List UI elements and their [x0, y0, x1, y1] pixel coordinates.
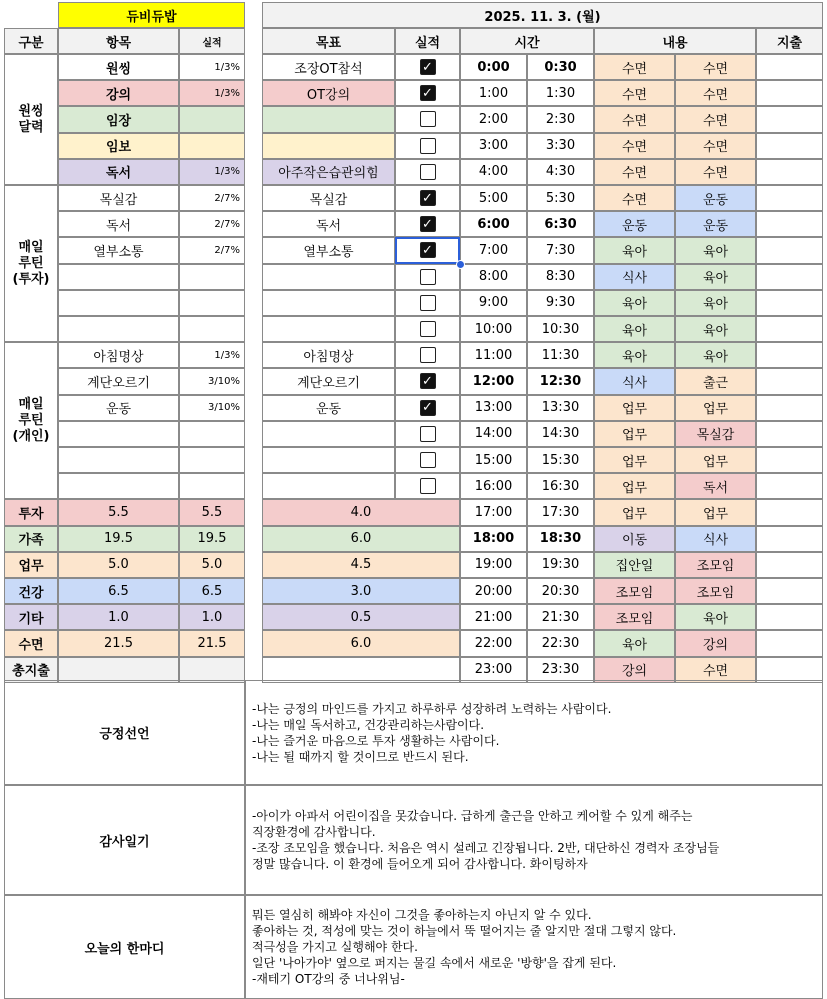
activity-cell: 업무 — [594, 395, 675, 421]
group-label: 원씽 달력 — [4, 54, 58, 185]
result-cell: 1/3% — [179, 159, 245, 185]
checkbox-unchecked[interactable] — [420, 321, 436, 337]
goal-cell — [262, 133, 395, 159]
time-half: 11:30 — [527, 342, 594, 368]
done-cell[interactable] — [395, 185, 460, 211]
checkbox-checked[interactable]: ✓ — [420, 400, 436, 416]
result-cell: 3/10% — [179, 368, 245, 394]
item-cell — [58, 473, 179, 499]
expense-cell[interactable] — [756, 290, 823, 316]
summary-value-b: 21.5 — [179, 630, 245, 656]
category-total — [262, 657, 460, 683]
summary-value-b: 6.5 — [179, 578, 245, 604]
checkbox-checked[interactable]: ✓ — [420, 373, 436, 389]
activity-cell: 조모임 — [594, 604, 675, 630]
done-cell[interactable] — [395, 159, 460, 185]
done-cell[interactable] — [395, 368, 460, 394]
summary-label: 기타 — [4, 604, 58, 630]
summary-label: 총지출 — [4, 657, 58, 683]
goal-cell: 열부소통 — [262, 237, 395, 263]
checkbox-unchecked[interactable] — [420, 269, 436, 285]
item-cell: 아침명상 — [58, 342, 179, 368]
item-cell: 열부소통 — [58, 237, 179, 263]
time-half: 13:30 — [527, 395, 594, 421]
time-start: 17:00 — [460, 499, 527, 525]
result-cell — [179, 473, 245, 499]
goal-cell: 운동 — [262, 395, 395, 421]
summary-label: 가족 — [4, 526, 58, 552]
item-cell: 원씽 — [58, 54, 179, 80]
expense-cell[interactable] — [756, 106, 823, 132]
summary-label: 건강 — [4, 578, 58, 604]
result-cell: 1/3% — [179, 342, 245, 368]
header-goal: 목표 — [262, 28, 395, 54]
done-cell[interactable] — [395, 473, 460, 499]
goal-cell: 독서 — [262, 211, 395, 237]
activity-cell: 육아 — [594, 237, 675, 263]
activity-cell: 육아 — [594, 342, 675, 368]
expense-cell[interactable] — [756, 447, 823, 473]
done-cell[interactable] — [395, 447, 460, 473]
checkbox-checked[interactable]: ✓ — [420, 190, 436, 206]
time-half: 12:30 — [527, 368, 594, 394]
note-text[interactable]: 뭐든 열심히 해봐야 자신이 그것을 좋아하는지 아닌지 알 수 있다. 좋아하는 것, 적성에 맞는 것이 하늘에서 뚝 떨어지는 줄 알지만 절대 그렇지 않다. 적극성을 가지고 실행해야 한다. 일단 '나아가야' 옆으로 퍼지는 물길 속에서 새로운 '방향'을 잡게 된다. -재테기 OT강의 중 너나위님- — [245, 895, 823, 999]
activity-cell: 강의 — [594, 657, 675, 683]
done-cell[interactable] — [395, 106, 460, 132]
note-label: 감사일기 — [4, 785, 245, 895]
fill-handle[interactable] — [456, 260, 465, 269]
time-half: 1:30 — [527, 80, 594, 106]
time-start: 4:00 — [460, 159, 527, 185]
activity-cell: 수면 — [675, 657, 756, 683]
item-cell: 운동 — [58, 395, 179, 421]
time-start: 13:00 — [460, 395, 527, 421]
summary-value-b: 1.0 — [179, 604, 245, 630]
done-cell[interactable] — [395, 342, 460, 368]
expense-cell[interactable] — [756, 395, 823, 421]
time-start: 22:00 — [460, 630, 527, 656]
item-cell: 강의 — [58, 80, 179, 106]
time-start: 19:00 — [460, 552, 527, 578]
done-cell[interactable] — [395, 264, 460, 290]
activity-cell: 업무 — [594, 421, 675, 447]
time-half: 8:30 — [527, 264, 594, 290]
time-start: 7:00 — [460, 237, 527, 263]
activity-cell: 육아 — [675, 237, 756, 263]
result-cell: 2/7% — [179, 185, 245, 211]
note-label: 긍정선언 — [4, 680, 245, 785]
time-half: 18:30 — [527, 526, 594, 552]
time-half: 19:30 — [527, 552, 594, 578]
time-half: 15:30 — [527, 447, 594, 473]
expense-cell[interactable] — [756, 657, 823, 683]
goal-cell: 계단오르기 — [262, 368, 395, 394]
activity-cell: 수면 — [675, 159, 756, 185]
activity-cell: 조모임 — [675, 578, 756, 604]
activity-cell: 운동 — [675, 211, 756, 237]
activity-cell: 조모임 — [675, 552, 756, 578]
checkbox-unchecked[interactable] — [420, 111, 436, 127]
checkbox-unchecked[interactable] — [420, 478, 436, 494]
expense-cell[interactable] — [756, 526, 823, 552]
goal-cell — [262, 264, 395, 290]
activity-cell: 육아 — [594, 630, 675, 656]
time-half: 9:30 — [527, 290, 594, 316]
item-cell — [58, 264, 179, 290]
expense-cell[interactable] — [756, 604, 823, 630]
time-half: 4:30 — [527, 159, 594, 185]
checkbox-checked[interactable]: ✓ — [420, 59, 436, 75]
expense-cell[interactable] — [756, 499, 823, 525]
item-cell — [58, 447, 179, 473]
activity-cell: 식사 — [675, 526, 756, 552]
activity-cell: 수면 — [594, 54, 675, 80]
expense-cell[interactable] — [756, 185, 823, 211]
activity-cell: 업무 — [594, 499, 675, 525]
result-cell — [179, 421, 245, 447]
group-label: 매일 루틴 (투자) — [4, 185, 58, 342]
time-half: 6:30 — [527, 211, 594, 237]
summary-value-b — [179, 657, 245, 683]
item-cell: 임보 — [58, 133, 179, 159]
done-cell[interactable] — [395, 316, 460, 342]
goal-cell: 조장OT참석 — [262, 54, 395, 80]
activity-cell: 운동 — [594, 211, 675, 237]
goal-cell — [262, 316, 395, 342]
time-start: 16:00 — [460, 473, 527, 499]
item-cell: 독서 — [58, 211, 179, 237]
result-cell: 1/3% — [179, 80, 245, 106]
time-half: 17:30 — [527, 499, 594, 525]
category-total: 0.5 — [262, 604, 460, 630]
activity-cell: 수면 — [594, 106, 675, 132]
group-label: 매일 루틴 (개인) — [4, 342, 58, 499]
done-cell[interactable] — [395, 290, 460, 316]
activity-cell: 육아 — [675, 604, 756, 630]
activity-cell: 운동 — [675, 185, 756, 211]
time-start: 5:00 — [460, 185, 527, 211]
activity-cell: 조모임 — [594, 578, 675, 604]
goal-cell: 아침명상 — [262, 342, 395, 368]
summary-value-a: 21.5 — [58, 630, 179, 656]
expense-cell[interactable] — [756, 80, 823, 106]
time-start: 1:00 — [460, 80, 527, 106]
done-cell[interactable] — [395, 54, 460, 80]
goal-cell — [262, 447, 395, 473]
header-done: 실적 — [395, 28, 460, 54]
summary-value-a: 19.5 — [58, 526, 179, 552]
checkbox-unchecked[interactable] — [420, 452, 436, 468]
time-start: 10:00 — [460, 316, 527, 342]
summary-label: 수면 — [4, 630, 58, 656]
time-half: 20:30 — [527, 578, 594, 604]
expense-cell[interactable] — [756, 630, 823, 656]
time-half: 21:30 — [527, 604, 594, 630]
date-header: 2025. 11. 3. (월) — [262, 2, 823, 28]
goal-cell — [262, 421, 395, 447]
result-cell — [179, 447, 245, 473]
selected-cell-highlight[interactable] — [395, 237, 460, 263]
expense-cell[interactable] — [756, 316, 823, 342]
time-start: 8:00 — [460, 264, 527, 290]
checkbox-unchecked[interactable] — [420, 426, 436, 442]
checkbox-unchecked[interactable] — [420, 164, 436, 180]
category-total: 4.5 — [262, 552, 460, 578]
done-cell[interactable] — [395, 133, 460, 159]
expense-cell[interactable] — [756, 159, 823, 185]
category-total: 6.0 — [262, 630, 460, 656]
goal-cell: 아주작은습관의힘 — [262, 159, 395, 185]
time-start: 0:00 — [460, 54, 527, 80]
activity-cell: 이동 — [594, 526, 675, 552]
time-start: 15:00 — [460, 447, 527, 473]
summary-value-a — [58, 657, 179, 683]
expense-cell[interactable] — [756, 342, 823, 368]
time-half: 22:30 — [527, 630, 594, 656]
time-half: 23:30 — [527, 657, 594, 683]
header-time: 시간 — [460, 28, 594, 54]
time-start: 12:00 — [460, 368, 527, 394]
result-cell: 2/7% — [179, 237, 245, 263]
done-cell[interactable] — [395, 211, 460, 237]
summary-value-a: 1.0 — [58, 604, 179, 630]
activity-cell: 업무 — [675, 499, 756, 525]
left-title: 듀비듀밥 — [58, 2, 245, 28]
summary-value-a: 6.5 — [58, 578, 179, 604]
summary-label: 투자 — [4, 499, 58, 525]
expense-cell[interactable] — [756, 54, 823, 80]
activity-cell: 업무 — [594, 473, 675, 499]
time-half: 10:30 — [527, 316, 594, 342]
expense-cell[interactable] — [756, 421, 823, 447]
expense-cell[interactable] — [756, 211, 823, 237]
item-cell — [58, 316, 179, 342]
expense-cell[interactable] — [756, 237, 823, 263]
activity-cell: 수면 — [594, 80, 675, 106]
activity-cell: 육아 — [675, 264, 756, 290]
activity-cell: 수면 — [675, 54, 756, 80]
category-total: 3.0 — [262, 578, 460, 604]
note-text[interactable]: -나는 긍정의 마인드를 가지고 하루하루 성장하려 노력하는 사람이다. -나는 매일 독서하고, 건강관리하는사람이다. -나는 즐거운 마음으로 투자 생활하는 사람이다. -나는 될 때까지 할 것이므로 반드시 된다. — [245, 680, 823, 785]
time-start: 18:00 — [460, 526, 527, 552]
activity-cell: 수면 — [594, 159, 675, 185]
summary-value-b: 19.5 — [179, 526, 245, 552]
time-half: 16:30 — [527, 473, 594, 499]
time-start: 21:00 — [460, 604, 527, 630]
note-text[interactable]: -아이가 아파서 어린이집을 못갔습니다. 급하게 출근을 안하고 케어할 수 있게 해주는 직장환경에 감사합니다. -조장 조모임을 했습니다. 처음은 역시 설레고 긴장됩니다. 2반, 대단하신 경력자 조장님들 정말 많습니다. 이 환경에 들어오게 되어 감사합니다. 화이팅하자 — [245, 785, 823, 895]
goal-cell — [262, 290, 395, 316]
category-total: 4.0 — [262, 499, 460, 525]
item-cell: 목실감 — [58, 185, 179, 211]
checkbox-checked[interactable]: ✓ — [420, 216, 436, 232]
activity-cell: 육아 — [675, 316, 756, 342]
activity-cell: 집안일 — [594, 552, 675, 578]
time-start: 3:00 — [460, 133, 527, 159]
header-result: 실적 — [179, 28, 245, 54]
time-start: 9:00 — [460, 290, 527, 316]
item-cell — [58, 421, 179, 447]
category-total: 6.0 — [262, 526, 460, 552]
goal-cell — [262, 106, 395, 132]
note-label: 오늘의 한마디 — [4, 895, 245, 999]
summary-value-b: 5.0 — [179, 552, 245, 578]
goal-cell: OT강의 — [262, 80, 395, 106]
time-half: 3:30 — [527, 133, 594, 159]
time-half: 2:30 — [527, 106, 594, 132]
header-expense: 지출 — [756, 28, 823, 54]
expense-cell[interactable] — [756, 473, 823, 499]
expense-cell[interactable] — [756, 264, 823, 290]
expense-cell[interactable] — [756, 578, 823, 604]
goal-cell: 목실감 — [262, 185, 395, 211]
result-cell — [179, 106, 245, 132]
time-start: 6:00 — [460, 211, 527, 237]
checkbox-unchecked[interactable] — [420, 295, 436, 311]
result-cell — [179, 133, 245, 159]
activity-cell: 목실감 — [675, 421, 756, 447]
item-cell: 독서 — [58, 159, 179, 185]
item-cell: 임장 — [58, 106, 179, 132]
time-start: 23:00 — [460, 657, 527, 683]
item-cell — [58, 290, 179, 316]
result-cell: 3/10% — [179, 395, 245, 421]
result-cell: 2/7% — [179, 211, 245, 237]
done-cell[interactable] — [395, 80, 460, 106]
activity-cell: 식사 — [594, 368, 675, 394]
activity-cell: 식사 — [594, 264, 675, 290]
time-half: 5:30 — [527, 185, 594, 211]
activity-cell: 수면 — [675, 106, 756, 132]
activity-cell: 업무 — [675, 447, 756, 473]
activity-cell: 수면 — [594, 133, 675, 159]
item-cell: 계단오르기 — [58, 368, 179, 394]
activity-cell: 육아 — [594, 290, 675, 316]
activity-cell: 업무 — [594, 447, 675, 473]
result-cell — [179, 290, 245, 316]
checkbox-unchecked[interactable] — [420, 347, 436, 363]
expense-cell[interactable] — [756, 133, 823, 159]
summary-value-b: 5.5 — [179, 499, 245, 525]
activity-cell: 업무 — [675, 395, 756, 421]
time-start: 2:00 — [460, 106, 527, 132]
summary-value-a: 5.5 — [58, 499, 179, 525]
header-category: 구분 — [4, 28, 58, 54]
done-cell[interactable] — [395, 421, 460, 447]
summary-value-a: 5.0 — [58, 552, 179, 578]
time-half: 0:30 — [527, 54, 594, 80]
activity-cell: 강의 — [675, 630, 756, 656]
time-start: 20:00 — [460, 578, 527, 604]
time-start: 14:00 — [460, 421, 527, 447]
activity-cell: 수면 — [675, 80, 756, 106]
activity-cell: 출근 — [675, 368, 756, 394]
activity-cell: 독서 — [675, 473, 756, 499]
expense-cell[interactable] — [756, 368, 823, 394]
result-cell: 1/3% — [179, 54, 245, 80]
activity-cell: 육아 — [675, 290, 756, 316]
done-cell[interactable] — [395, 395, 460, 421]
header-item: 항목 — [58, 28, 179, 54]
activity-cell: 수면 — [675, 133, 756, 159]
goal-cell — [262, 473, 395, 499]
checkbox-unchecked[interactable] — [420, 138, 436, 154]
activity-cell: 육아 — [594, 316, 675, 342]
summary-label: 업무 — [4, 552, 58, 578]
time-half: 14:30 — [527, 421, 594, 447]
result-cell — [179, 264, 245, 290]
time-half: 7:30 — [527, 237, 594, 263]
checkbox-checked[interactable]: ✓ — [420, 85, 436, 101]
header-content: 내용 — [594, 28, 756, 54]
time-start: 11:00 — [460, 342, 527, 368]
result-cell — [179, 316, 245, 342]
expense-cell[interactable] — [756, 552, 823, 578]
activity-cell: 육아 — [675, 342, 756, 368]
checkbox-checked[interactable]: ✓ — [420, 242, 436, 258]
activity-cell: 수면 — [594, 185, 675, 211]
